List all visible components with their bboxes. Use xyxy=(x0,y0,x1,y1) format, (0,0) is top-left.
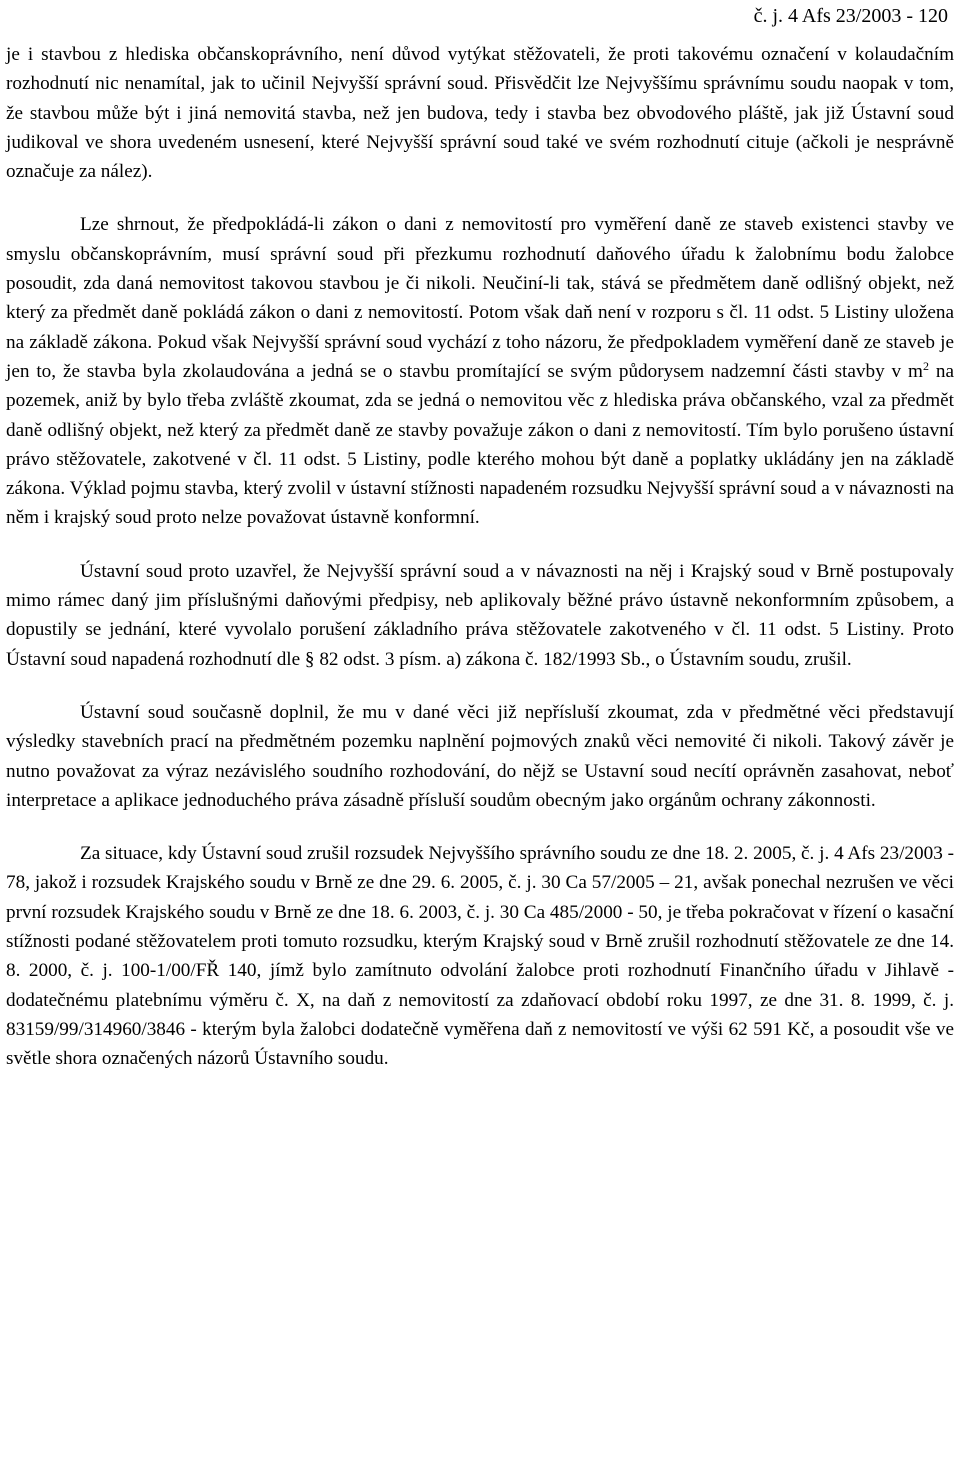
superscript-square: 2 xyxy=(922,358,929,373)
case-reference: č. j. 4 Afs 23/2003 - 120 xyxy=(753,5,948,27)
paragraph-conclusion: Ústavní soud proto uzavřel, že Nejvyšší správní soud a v návaznosti na něj i Krajský soud v Brně postupovaly mimo rámec daný jim příslušnými daňovými předpisy, neb aplikovaly běžné právo ústavně nekonformním způsobem, a dopustily se jednání, které vyvolalo porušení základního práva stěžovatele zakotveného v čl. 11 odst. 5 Listiny. Proto Ústavní soud napadená rozhodnutí dle § 82 odst. 3 písm. a) zákona č. 182/1993 Sb., o Ústavním soudu, zrušil. xyxy=(6,560,954,670)
paragraph-summary-text-1: Lze shrnout, že předpokládá-li zákon o dani z nemovitostí pro vyměření daně ze staveb existenci stavby ve smyslu občanskoprávním, musí správní soud při přezkumu rozhodnutí daňového úřadu k žalobnímu bodu žalobce posoudit, zda daná nemovitost takovou stavbou je či nikoli. Neučiní-li tak, stává se předmětem daně odlišný objekt, než který za předmět daně pokládá zákon o dani z nemovitostí. Potom však daň není v rozporu s čl. 11 odst. 5 Listiny uložena na základě zákona. Pokud však Nejvyšší správní soud vychází z toho názoru, že předpokladem vyměření daně ze staveb je jen to, že stavba byla zkolaudována a jedná se o stavbu promítající se svým půdorysem nadzemní části stavby v m xyxy=(6,214,954,382)
paragraph-supplement: Ústavní soud současně doplnil, že mu v dané věci již nepřísluší zkoumat, zda v předmětné věci představují výsledky stavebních prací na předmětném pozemku naplnění pojmových znaků věci nemovité či nikoli. Takový závěr je nutno považovat za výraz nezávislého soudního rozhodování, do nějž se Ustavní soud necítí oprávněn zasahovat, neboť interpretace a aplikace jednoduchého práva zásadně přísluší soudům obecným jako orgánům ochrany zákonnosti. xyxy=(6,701,954,811)
paragraph-summary-text-2: na pozemek, aniž by bylo třeba zvláště zkoumat, zda se jedná o nemovitou věc z hlediska práva občanského, vzal za předmět daně odlišný objekt, než který za předmět daně ze stavby považuje zákon o dani z nemovitostí. Tím bylo porušeno ústavní právo stěžovatele, zakotvené v čl. 11 odst. 5 Listiny, podle kterého mohou být daně a poplatky ukládány jen na základě zákona. Výklad pojmu stavba, který zvolil v ústavní stížnosti napadeném rozsudku Nejvyšší správní soud a v návaznosti na něm i krajský soud proto nelze považovat ústavně konformní. xyxy=(6,360,954,529)
paragraph-situation: Za situace, kdy Ústavní soud zrušil rozsudek Nejvyššího správního soudu ze dne 18. 2. 2005, č. j. 4 Afs 23/2003 - 78, jakož i rozsudek Krajského soudu v Brně ze dne 29. 6. 2005, č. j. 30 Ca 57/2005 – 21, avšak ponechal nezrušen ve věci první rozsudek Krajského soudu v Brně ze dne 18. 6. 2003, č. j. 30 Ca 485/2000 - 50, je třeba pokračovat v řízení o kasační stížnosti podané stěžovatelem proti tomuto rozsudku, kterým Krajský soud v Brně zrušil rozhodnutí stěžovatele ze dne 14. 8. 2000, č. j. 100-1/00/FŘ 140, jímž bylo zamítnuto odvolání žalobce proti rozhodnutí Finančního úřadu v Jihlavě - dodatečnému platebnímu výměru č. X, na daň z nemovitostí za zdaňovací období roku 1997, ze dne 31. 8. 1999, č. j. 83159/99/314960/3846 - kterým byla žalobci dodatečně vyměřena daň z nemovitostí ve výši 62 591 Kč, a posoudit vše ve světle shora označených názorů Ústavního soudu. xyxy=(6,843,954,1070)
paragraph-summary xyxy=(6,210,954,532)
document-body xyxy=(6,40,954,1074)
paragraph-continuation: je i stavbou z hlediska občanskoprávního, není důvod vytýkat stěžovateli, že proti takovému označení v kolaudačním rozhodnutí nic nenamítal, jak to učinil Nejvyšší správní soud. Přisvědčit lze Nejvyššímu správnímu soudu naopak v tom, že stavbou může být i jiná nemovitá stavba, než jen budova, tedy i stavba bez obvodového pláště, jak již Ústavní soud judikoval ve shora uvedeném usnesení, které Nejvyšší správní soud také ve svém rozhodnutí cituje (ačkoli je nesprávně označuje za nález). xyxy=(6,44,954,183)
